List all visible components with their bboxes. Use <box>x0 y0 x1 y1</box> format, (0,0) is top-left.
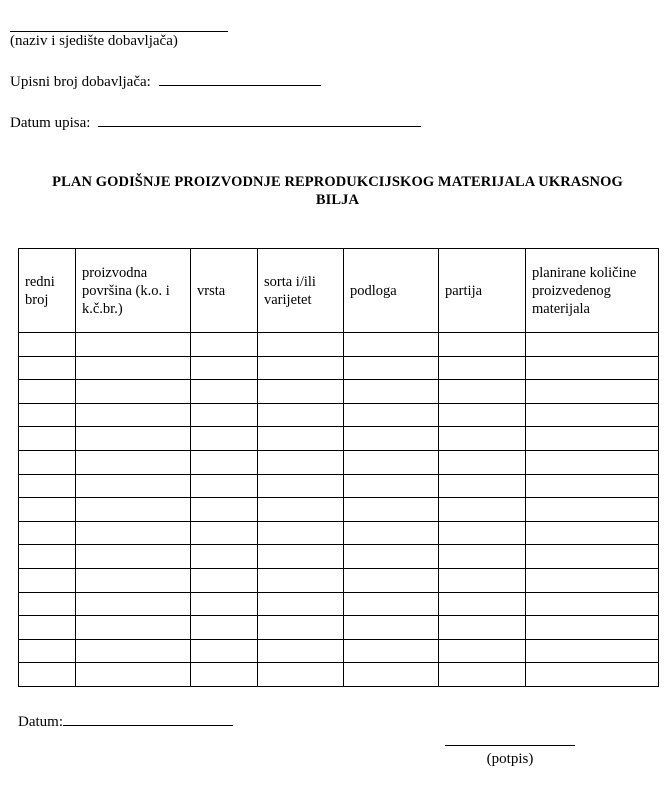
table-cell[interactable] <box>344 498 439 522</box>
supplier-name-line[interactable] <box>10 18 228 32</box>
document-title <box>10 173 665 209</box>
table-cell[interactable] <box>191 639 258 663</box>
date-label: Datum: <box>18 714 63 730</box>
registration-number-row <box>10 74 321 91</box>
production-plan-table <box>18 248 659 687</box>
table-cell[interactable] <box>344 380 439 404</box>
table-row <box>19 592 659 616</box>
table-cell[interactable] <box>191 333 258 357</box>
table-cell[interactable] <box>19 356 76 380</box>
table-cell[interactable] <box>258 333 344 357</box>
table-row <box>19 450 659 474</box>
table-cell[interactable] <box>439 356 526 380</box>
table-cell[interactable] <box>526 639 659 663</box>
table-cell[interactable] <box>344 616 439 640</box>
table-cell[interactable] <box>526 592 659 616</box>
table-cell[interactable] <box>526 663 659 687</box>
table-cell[interactable] <box>76 474 191 498</box>
table-cell[interactable] <box>19 592 76 616</box>
table-cell[interactable] <box>76 380 191 404</box>
table-cell[interactable] <box>344 568 439 592</box>
table-cell[interactable] <box>526 616 659 640</box>
table-cell[interactable] <box>76 545 191 569</box>
table-cell[interactable] <box>526 521 659 545</box>
table-cell[interactable] <box>344 356 439 380</box>
table-cell[interactable] <box>191 663 258 687</box>
column-header: vrsta <box>191 249 258 333</box>
table-cell[interactable] <box>258 616 344 640</box>
table-cell[interactable] <box>258 450 344 474</box>
table-cell[interactable] <box>76 568 191 592</box>
table-row <box>19 568 659 592</box>
table-cell[interactable] <box>439 521 526 545</box>
table-cell[interactable] <box>344 403 439 427</box>
table-cell[interactable] <box>344 450 439 474</box>
table-cell[interactable] <box>19 380 76 404</box>
table-row <box>19 498 659 522</box>
registration-date-label: Datum upisa: <box>10 115 91 131</box>
registration-date-row <box>10 115 421 132</box>
table-cell[interactable] <box>258 568 344 592</box>
table-cell[interactable] <box>19 474 76 498</box>
table-cell[interactable] <box>526 498 659 522</box>
signature-label: (potpis) <box>486 751 534 767</box>
table-row <box>19 356 659 380</box>
table-cell[interactable] <box>344 545 439 569</box>
date-row <box>18 714 233 731</box>
table-cell[interactable] <box>344 474 439 498</box>
table-cell[interactable] <box>526 545 659 569</box>
document-title-line-2: BILJA <box>315 192 360 208</box>
table-cell[interactable] <box>258 639 344 663</box>
table-cell[interactable] <box>191 545 258 569</box>
column-header: partija <box>439 249 526 333</box>
table-cell[interactable] <box>191 592 258 616</box>
table-cell[interactable] <box>526 474 659 498</box>
signature-line[interactable] <box>445 745 575 746</box>
column-header: podloga <box>344 249 439 333</box>
table-cell[interactable] <box>76 663 191 687</box>
table-cell[interactable] <box>19 427 76 451</box>
table-cell[interactable] <box>526 333 659 357</box>
registration-date-field[interactable] <box>98 126 421 127</box>
table-cell[interactable] <box>258 474 344 498</box>
table-row <box>19 663 659 687</box>
table-cell[interactable] <box>439 568 526 592</box>
table-cell[interactable] <box>439 427 526 451</box>
table-header-row <box>19 249 659 333</box>
table-cell[interactable] <box>439 545 526 569</box>
table-row <box>19 521 659 545</box>
table-cell[interactable] <box>526 380 659 404</box>
table-cell[interactable] <box>258 403 344 427</box>
table-row <box>19 380 659 404</box>
table-cell[interactable] <box>258 427 344 451</box>
table-cell[interactable] <box>76 356 191 380</box>
table-cell[interactable] <box>526 568 659 592</box>
table-cell[interactable] <box>19 403 76 427</box>
table-cell[interactable] <box>439 333 526 357</box>
table-row <box>19 545 659 569</box>
table-cell[interactable] <box>526 450 659 474</box>
table-cell[interactable] <box>439 639 526 663</box>
table-cell[interactable] <box>258 380 344 404</box>
table-cell[interactable] <box>191 356 258 380</box>
table-cell[interactable] <box>191 474 258 498</box>
table-cell[interactable] <box>76 333 191 357</box>
table-cell[interactable] <box>439 663 526 687</box>
table-cell[interactable] <box>19 333 76 357</box>
table-cell[interactable] <box>344 592 439 616</box>
table-cell[interactable] <box>19 545 76 569</box>
column-header: planirane količine proizvedenog materijala <box>526 249 659 333</box>
table-cell[interactable] <box>439 592 526 616</box>
table-cell[interactable] <box>258 498 344 522</box>
table-cell[interactable] <box>439 474 526 498</box>
column-header: sorta i/ili varijetet <box>258 249 344 333</box>
table-cell[interactable] <box>344 639 439 663</box>
table-cell[interactable] <box>344 663 439 687</box>
table-cell[interactable] <box>258 545 344 569</box>
table-row <box>19 333 659 357</box>
table-cell[interactable] <box>344 333 439 357</box>
table-cell[interactable] <box>191 450 258 474</box>
supplier-name-label: (naziv i sjedište dobavljača) <box>10 33 178 49</box>
column-header: redni broj <box>19 249 76 333</box>
table-cell[interactable] <box>439 380 526 404</box>
table-cell[interactable] <box>191 521 258 545</box>
table-row <box>19 639 659 663</box>
table-row <box>19 616 659 640</box>
table-row <box>19 474 659 498</box>
table-cell[interactable] <box>191 498 258 522</box>
table-cell[interactable] <box>76 521 191 545</box>
table-cell[interactable] <box>76 427 191 451</box>
table-cell[interactable] <box>439 498 526 522</box>
table-cell[interactable] <box>439 450 526 474</box>
table-cell[interactable] <box>439 616 526 640</box>
table-cell[interactable] <box>526 403 659 427</box>
table-cell[interactable] <box>76 639 191 663</box>
table-cell[interactable] <box>526 427 659 451</box>
table-cell[interactable] <box>191 380 258 404</box>
column-header: proizvodna površina (k.o. i k.č.br.) <box>76 249 191 333</box>
table-cell[interactable] <box>76 498 191 522</box>
table-cell[interactable] <box>19 450 76 474</box>
table-cell[interactable] <box>19 663 76 687</box>
registration-number-label: Upisni broj dobavljača: <box>10 74 151 90</box>
table-cell[interactable] <box>76 450 191 474</box>
table-cell[interactable] <box>19 498 76 522</box>
table-cell[interactable] <box>258 521 344 545</box>
table-cell[interactable] <box>76 592 191 616</box>
table-cell[interactable] <box>526 356 659 380</box>
table-cell[interactable] <box>191 403 258 427</box>
table-cell[interactable] <box>19 616 76 640</box>
table-cell[interactable] <box>19 521 76 545</box>
table-row <box>19 427 659 451</box>
table-cell[interactable] <box>258 663 344 687</box>
registration-number-field[interactable] <box>159 85 321 86</box>
table-cell[interactable] <box>258 592 344 616</box>
table-cell[interactable] <box>19 639 76 663</box>
table-cell[interactable] <box>76 403 191 427</box>
table-cell[interactable] <box>191 568 258 592</box>
table-cell[interactable] <box>344 427 439 451</box>
document-title-line-1: PLAN GODIŠNJE PROIZVODNJE REPRODUKCIJSKOG MATERIJALA UKRASNOG <box>52 174 623 190</box>
table-cell[interactable] <box>191 616 258 640</box>
table-cell[interactable] <box>258 356 344 380</box>
table-row <box>19 403 659 427</box>
date-field[interactable] <box>63 725 233 726</box>
table-cell[interactable] <box>19 568 76 592</box>
table-cell[interactable] <box>191 427 258 451</box>
table-cell[interactable] <box>344 521 439 545</box>
table-cell[interactable] <box>439 403 526 427</box>
table-cell[interactable] <box>76 616 191 640</box>
